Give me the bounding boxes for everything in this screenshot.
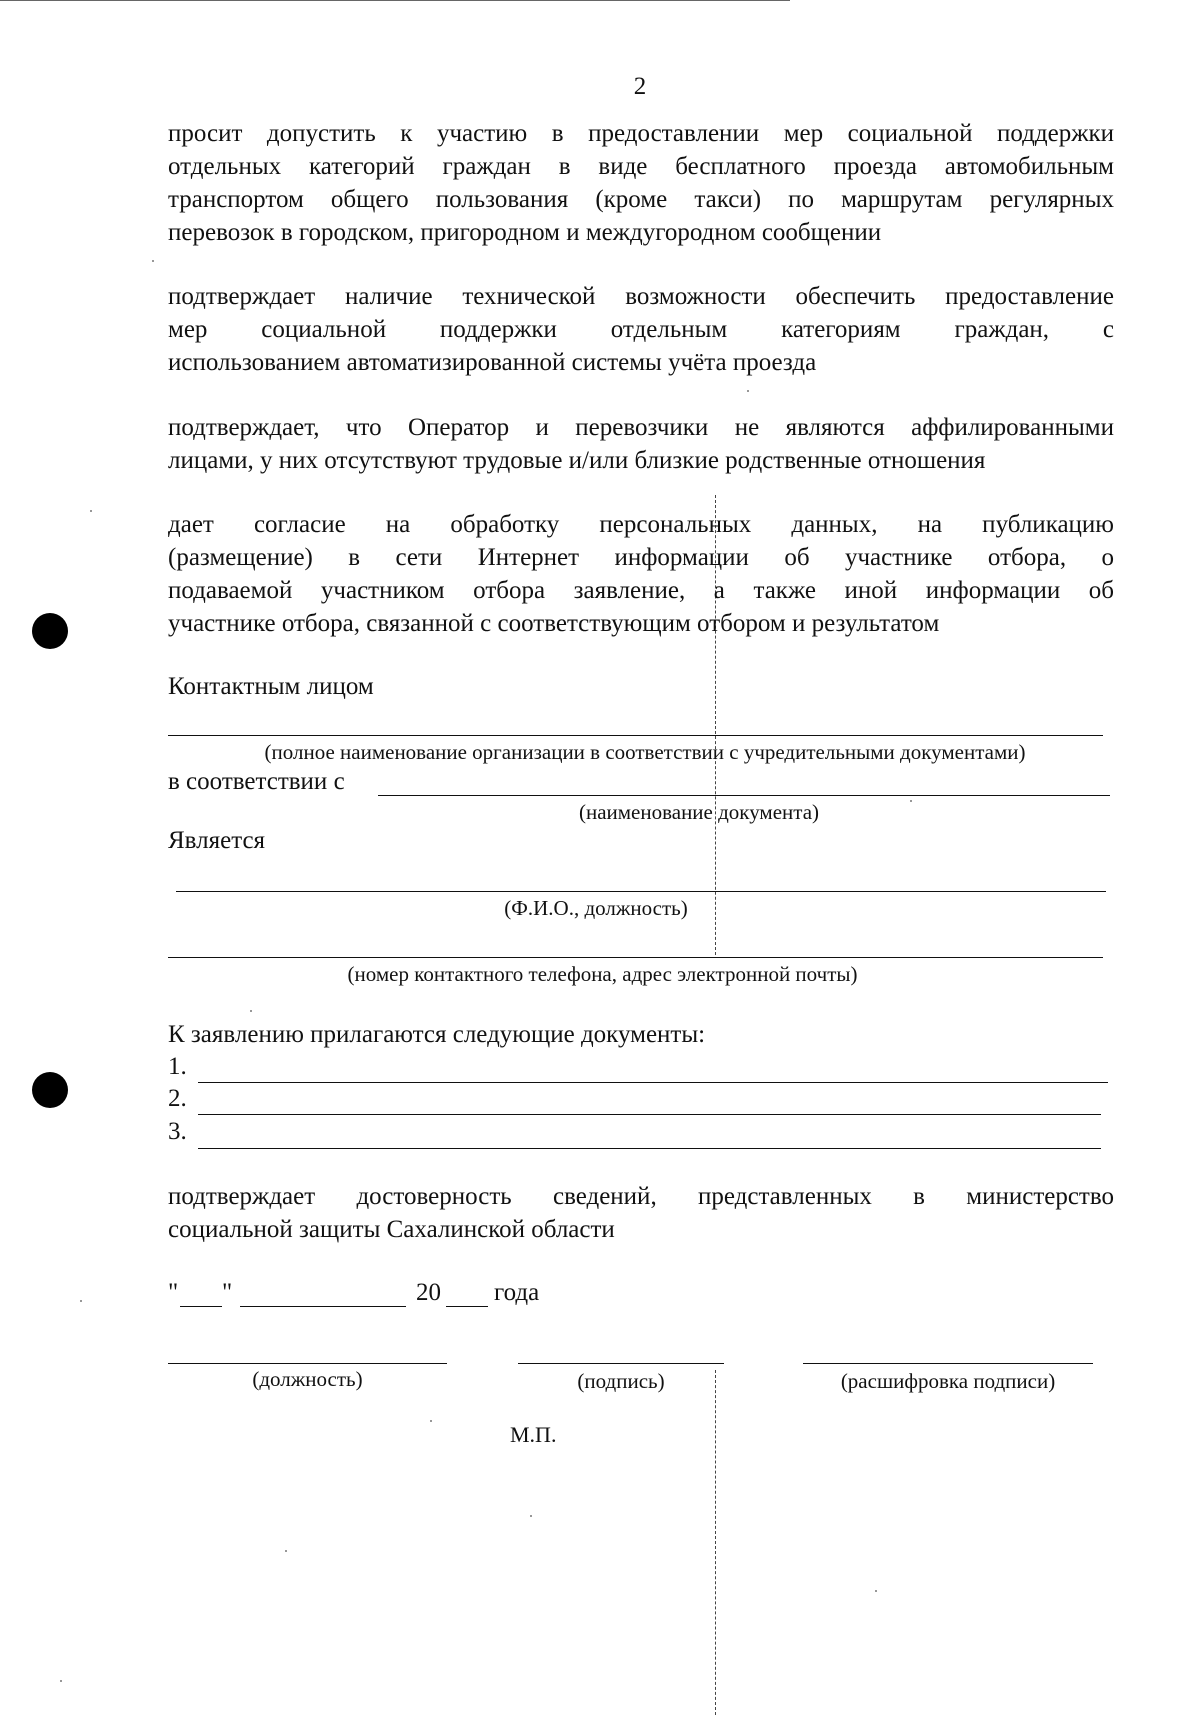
date-year-prefix: 20 — [416, 1279, 441, 1306]
paragraph-line: подтверждает наличие технической возможности обеспечить предоставление — [168, 283, 1114, 310]
scan-speck — [60, 1680, 62, 1682]
scan-speck — [250, 1010, 252, 1012]
attachment-field-2[interactable] — [198, 1114, 1101, 1115]
scan-speck — [747, 390, 749, 392]
stamp-place-label: М.П. — [510, 1422, 557, 1447]
date-year-field[interactable] — [446, 1306, 488, 1307]
date-year-suffix: года — [494, 1279, 540, 1306]
scan-speck — [90, 510, 92, 512]
contact-phone-email-caption: (номер контактного телефона, адрес электронной почты) — [347, 962, 858, 986]
scan-speck — [152, 260, 154, 262]
paragraph-line: участнике отбора, связанной с соответствующим отбором и результатом — [168, 610, 940, 637]
fio-position-caption: (Ф.И.О., должность) — [504, 896, 688, 920]
date-quote-open: " — [168, 1279, 179, 1306]
attachment-number: 3. — [168, 1118, 187, 1145]
attachment-field-1[interactable] — [198, 1082, 1108, 1083]
signature-field[interactable] — [518, 1363, 724, 1364]
position-field[interactable] — [168, 1363, 447, 1364]
paragraph-request — [168, 117, 1114, 249]
organization-name-field[interactable] — [168, 735, 1103, 736]
paragraph-line: подаваемой участником отбора заявление, а также иной информации об — [168, 577, 1114, 604]
position-caption: (должность) — [252, 1367, 363, 1391]
paragraph-technical-capability — [168, 280, 1114, 379]
signature-decoding-caption: (расшифровка подписи) — [840, 1369, 1056, 1393]
scan-speck — [910, 800, 912, 802]
fio-position-field[interactable] — [176, 891, 1106, 892]
paragraph-line: дает согласие на обработку персональных данных, на публикацию — [168, 511, 1114, 538]
paragraph-confirmation — [168, 1180, 1114, 1246]
punch-hole-lower — [32, 1072, 68, 1108]
organization-name-caption: (полное наименование организации в соответствии с учредительными документами) — [264, 740, 1026, 764]
attachments-heading: К заявлению прилагаются следующие документы: — [168, 1021, 706, 1048]
is-label: Является — [168, 827, 266, 854]
paragraph-consent — [168, 508, 1114, 640]
attachment-field-3[interactable] — [198, 1148, 1101, 1149]
paragraph-line: транспортом общего пользования (кроме такси) по маршрутам регулярных — [168, 186, 1114, 213]
scan-speck — [430, 1420, 432, 1422]
paragraph-line: использованием автоматизированной системы учёта проезда — [168, 349, 817, 376]
document-name-field[interactable] — [378, 795, 1110, 796]
paragraph-line: (размещение) в сети Интернет информации об участнике отбора, о — [168, 544, 1114, 571]
page-number: 2 — [633, 73, 647, 100]
paragraph-line: просит допустить к участию в предоставлении мер социальной поддержки — [168, 120, 1114, 147]
paragraph-line: лицами, у них отсутствуют трудовые и/или близкие родственные отношения — [168, 447, 986, 474]
accordance-label: в соответствии с — [168, 768, 345, 795]
signature-decoding-field[interactable] — [803, 1363, 1093, 1364]
attachment-number: 2. — [168, 1085, 187, 1112]
attachment-number: 1. — [168, 1053, 187, 1080]
paragraph-non-affiliation — [168, 411, 1114, 477]
signature-caption: (подпись) — [577, 1369, 665, 1393]
paragraph-line: социальной защиты Сахалинской области — [168, 1216, 615, 1243]
paragraph-line: подтверждает, что Оператор и перевозчики не являются аффилированными — [168, 414, 1114, 441]
scan-speck — [285, 1550, 287, 1552]
contact-person-label: Контактным лицом — [168, 673, 374, 700]
date-quote-close: " — [222, 1279, 233, 1306]
scan-speck — [875, 1590, 877, 1592]
scan-speck — [80, 1300, 82, 1302]
document-name-caption: (наименование документа) — [578, 800, 820, 824]
paragraph-line: мер социальной поддержки отдельным категориям граждан, с — [168, 316, 1114, 343]
scan-top-edge — [0, 0, 790, 1]
paragraph-line: отдельных категорий граждан в виде бесплатного проезда автомобильным — [168, 153, 1114, 180]
date-month-field[interactable] — [240, 1306, 406, 1307]
scan-speck — [530, 1515, 532, 1517]
punch-hole-upper — [32, 613, 68, 649]
paragraph-line: перевозок в городском, пригородном и междугородном сообщении — [168, 219, 882, 246]
page-fold-line-lower — [715, 1370, 716, 1715]
paragraph-line: подтверждает достоверность сведений, представленных в министерство — [168, 1183, 1114, 1210]
date-day-field[interactable] — [180, 1306, 222, 1307]
contact-phone-email-field[interactable] — [168, 957, 1103, 958]
